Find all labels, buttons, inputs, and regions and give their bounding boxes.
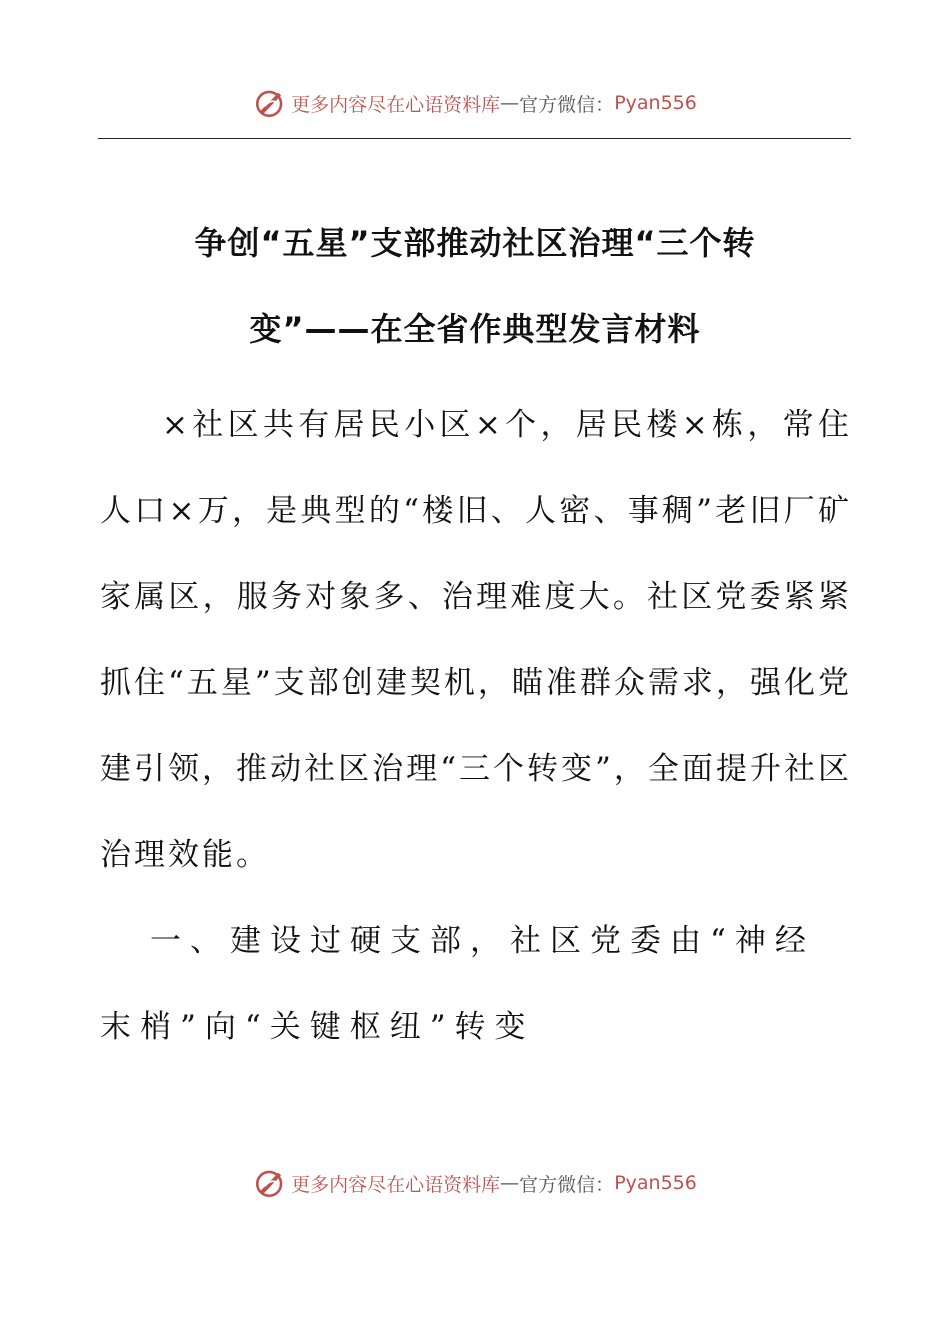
watermark-dash: — bbox=[500, 1172, 520, 1194]
watermark-main-text: 更多内容尽在心语资料库 bbox=[291, 93, 501, 116]
pen-circle-logo-icon bbox=[253, 1166, 287, 1200]
document-body bbox=[100, 382, 852, 1070]
watermark-wechat-id: Pyan556 bbox=[614, 92, 697, 114]
footer-watermark bbox=[0, 1166, 950, 1200]
watermark-sub-text: 官方微信： bbox=[519, 93, 615, 116]
title-line-1: 争创“五星”支部推动社区治理“三个转 bbox=[194, 224, 756, 262]
document-title bbox=[100, 200, 850, 372]
header-divider bbox=[98, 138, 851, 139]
body-paragraph: ×社区共有居民小区×个，居民楼×栋，常住人口×万，是典型的“楼旧、人密、事稠”老旧厂矿家属区，服务对象多、治理难度大。社区党委紧紧抓住“五星”支部创建契机，瞄准群众需求，强化党建引领，推动社区治理“三个转变”，全面提升社区治理效能。 bbox=[100, 407, 852, 873]
pen-circle-logo-icon bbox=[253, 86, 287, 120]
watermark-wechat-id: Pyan556 bbox=[614, 1172, 697, 1194]
watermark-sub-text: 官方微信： bbox=[519, 1173, 615, 1196]
watermark-dash: — bbox=[500, 92, 520, 114]
title-line-2: 变”——在全省作典型发言材料 bbox=[249, 310, 701, 348]
watermark-main-text: 更多内容尽在心语资料库 bbox=[291, 1173, 501, 1196]
section-heading: 一、建设过硬支部，社区党委由“神经末梢”向“关键枢纽”转变 bbox=[100, 923, 815, 1045]
header-watermark bbox=[0, 86, 950, 120]
